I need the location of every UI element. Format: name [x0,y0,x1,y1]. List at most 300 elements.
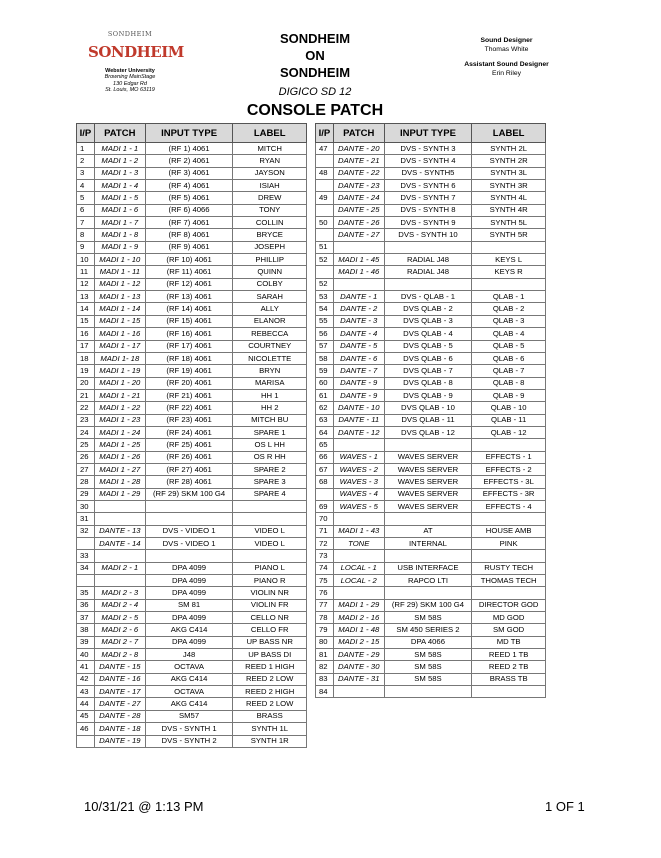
label-cell: REED 1 TB [472,649,546,661]
input-type-cell: (RF 16) 4061 [145,328,233,340]
input-type-cell: DVS QLAB - 10 [384,402,472,414]
input-type-cell: DPA 4066 [384,636,472,648]
input-type-cell: RADIAL J48 [384,254,472,266]
table-row [77,550,307,562]
ip-cell: 16 [77,328,95,340]
ip-cell: 51 [316,241,334,253]
ip-cell: 28 [77,476,95,488]
table-row [77,451,307,463]
patch-cell: DANTE - 3 [333,315,384,327]
label-cell: EFFECTS - 3L [472,476,546,488]
label-cell: BRYN [233,365,307,377]
patch-cell: MADI 1 - 19 [94,365,145,377]
patch-cell [94,575,145,587]
table-row [77,624,307,636]
table-row [316,328,546,340]
ip-cell: 73 [316,550,334,562]
label-cell: COURTNEY [233,340,307,352]
ip-cell: 44 [77,698,95,710]
input-type-cell: (RF 29) SKM 100 G4 [145,488,233,500]
table-row [77,661,307,673]
input-type-cell: DPA 4099 [145,636,233,648]
input-type-cell [384,439,472,451]
ip-cell: 54 [316,303,334,315]
col-header-label: LABEL [472,124,546,143]
label-cell: BRASS [233,710,307,722]
input-type-cell [384,278,472,290]
ip-cell: 40 [77,649,95,661]
input-type-cell: (RF 23) 4061 [145,414,233,426]
table-row [77,217,307,229]
patch-table-left [76,123,307,748]
input-type-cell: (RF 5) 4061 [145,192,233,204]
label-cell: REED 2 TB [472,661,546,673]
table-row [316,229,546,241]
input-type-cell: (RF 27) 4061 [145,463,233,475]
patch-cell: MADI 1 - 9 [94,241,145,253]
table-row [316,673,546,685]
ip-cell [316,488,334,500]
patch-cell: DANTE - 4 [333,328,384,340]
table-row [77,488,307,500]
table-row [316,352,546,364]
table-row [316,143,546,155]
ip-cell: 12 [77,278,95,290]
ip-cell: 55 [316,315,334,327]
input-type-cell: DVS - SYNTH 2 [145,735,233,747]
ip-cell: 75 [316,575,334,587]
table-row [77,649,307,661]
patch-cell: DANTE - 19 [94,735,145,747]
ip-cell: 58 [316,352,334,364]
label-cell: KEYS L [472,254,546,266]
label-cell [472,550,546,562]
patch-cell [333,241,384,253]
label-cell: SPARE 1 [233,426,307,438]
input-type-cell: AKG C414 [145,673,233,685]
patch-cell: MADI 2 - 8 [94,649,145,661]
table-row [316,155,546,167]
patch-cell: MADI 1 - 4 [94,180,145,192]
ip-cell: 10 [77,254,95,266]
table-row [316,167,546,179]
label-cell: REED 1 HIGH [233,661,307,673]
label-cell [233,550,307,562]
patch-cell: MADI 2 - 5 [94,612,145,624]
table-row [77,538,307,550]
patch-cell: DANTE - 23 [333,180,384,192]
input-type-cell: DVS - SYNTH 4 [384,155,472,167]
input-type-cell [384,686,472,698]
patch-cell: DANTE - 2 [333,303,384,315]
input-type-cell: DVS - SYNTH 6 [384,180,472,192]
patch-cell: MADI 2 - 16 [333,612,384,624]
input-type-cell: DVS - SYNTH 1 [145,723,233,735]
print-date: 10/31/21 @ 1:13 PM [84,799,204,814]
input-type-cell: SM 450 SERIES 2 [384,624,472,636]
patch-cell: MADI 1 - 48 [333,624,384,636]
table-row [316,612,546,624]
table-row [77,636,307,648]
ip-cell: 1 [77,143,95,155]
label-cell: ISIAH [233,180,307,192]
table-row [316,636,546,648]
label-cell [472,439,546,451]
table-row [77,143,307,155]
table-row [316,254,546,266]
input-type-cell: (RF 24) 4061 [145,426,233,438]
label-cell: MARISA [233,377,307,389]
input-type-cell: SM 58S [384,612,472,624]
input-type-cell: DVS - SYNTH5 [384,167,472,179]
input-type-cell: DVS QLAB - 5 [384,340,472,352]
ip-cell: 19 [77,365,95,377]
input-type-cell: (RF 11) 4061 [145,266,233,278]
credit-name-1: Thomas White [484,46,529,53]
input-type-cell: J48 [145,649,233,661]
label-cell: SYNTH 1R [233,735,307,747]
label-cell: SYNTH 4L [472,192,546,204]
input-type-cell: (RF 14) 4061 [145,303,233,315]
ip-cell: 67 [316,463,334,475]
label-cell: COLLIN [233,217,307,229]
label-cell: QLAB - 5 [472,340,546,352]
label-cell: SYNTH 5R [472,229,546,241]
patch-cell: TONE [333,538,384,550]
ip-cell: 41 [77,661,95,673]
ip-cell [316,180,334,192]
label-cell: SYNTH 2L [472,143,546,155]
patch-cell: DANTE - 7 [333,365,384,377]
table-row [316,649,546,661]
label-cell: REBECCA [233,328,307,340]
patch-cell: WAVES - 3 [333,476,384,488]
table-row [77,266,307,278]
ip-cell: 38 [77,624,95,636]
patch-cell: MADI 2 - 3 [94,587,145,599]
ip-cell: 79 [316,624,334,636]
input-type-cell: (RF 12) 4061 [145,278,233,290]
label-cell: VIDEO L [233,525,307,537]
ip-cell: 30 [77,500,95,512]
ip-cell: 20 [77,377,95,389]
label-cell: UP BASS NR [233,636,307,648]
input-type-cell: DPA 4099 [145,587,233,599]
table-row [316,550,546,562]
input-type-cell: DVS QLAB - 7 [384,365,472,377]
patch-cell: DANTE - 18 [94,723,145,735]
input-type-cell: DVS QLAB - 8 [384,377,472,389]
table-row [77,365,307,377]
label-cell: CELLO NR [233,612,307,624]
input-type-cell: (RF 22) 4061 [145,402,233,414]
label-cell: REED 2 HIGH [233,686,307,698]
label-cell: EFFECTS - 3R [472,488,546,500]
patch-cell: MADI 2 - 1 [94,562,145,574]
ip-cell: 77 [316,599,334,611]
label-cell [233,500,307,512]
table-row [77,710,307,722]
table-row [316,513,546,525]
table-row [77,562,307,574]
table-row [316,451,546,463]
label-cell: QLAB - 12 [472,426,546,438]
label-cell: REED 2 LOW [233,698,307,710]
input-type-cell: (RF 21) 4061 [145,389,233,401]
patch-cell: DANTE - 16 [94,673,145,685]
ip-cell: 71 [316,525,334,537]
table-row [316,476,546,488]
table-row [316,538,546,550]
col-header-patch: PATCH [94,124,145,143]
patch-cell: MADI 1 - 13 [94,291,145,303]
label-cell: QLAB - 4 [472,328,546,340]
patch-cell: MADI 1 - 23 [94,414,145,426]
table-row [77,686,307,698]
input-type-cell: DPA 4099 [145,562,233,574]
patch-cell: WAVES - 2 [333,463,384,475]
input-type-cell: SM 81 [145,599,233,611]
patch-cell: DANTE - 9 [333,377,384,389]
patch-cell: DANTE - 5 [333,340,384,352]
ip-cell: 23 [77,414,95,426]
ip-cell: 60 [316,377,334,389]
patch-cell: DANTE - 10 [333,402,384,414]
patch-cell [333,686,384,698]
input-type-cell: DVS QLAB - 2 [384,303,472,315]
input-type-cell: WAVES SERVER [384,463,472,475]
input-type-cell [384,587,472,599]
input-type-cell: DVS QLAB - 6 [384,352,472,364]
credit-role-2: Assistant Sound Designer [464,61,549,68]
input-type-cell: (RF 4) 4061 [145,180,233,192]
label-cell: MD GOD [472,612,546,624]
input-type-cell: DVS - VIDEO 1 [145,525,233,537]
input-type-cell: (RF 7) 4061 [145,217,233,229]
ip-cell: 34 [77,562,95,574]
venue-line2: 130 Edgar Rd [113,80,147,87]
table-row [77,192,307,204]
label-cell: THOMAS TECH [472,575,546,587]
table-row [77,439,307,451]
table-row [77,389,307,401]
patch-cell: MADI 1 - 14 [94,303,145,315]
ip-cell [316,266,334,278]
patch-cell: DANTE - 20 [333,143,384,155]
page-number: 1 OF 1 [545,799,585,814]
patch-cell: DANTE - 14 [94,538,145,550]
ip-cell: 66 [316,451,334,463]
input-type-cell [145,513,233,525]
ip-cell: 37 [77,612,95,624]
table-row [316,365,546,377]
patch-cell: MADI 1 - 5 [94,192,145,204]
input-type-cell: (RF 8) 4061 [145,229,233,241]
input-type-cell: OCTAVA [145,686,233,698]
ip-cell: 52 [316,278,334,290]
ip-cell: 61 [316,389,334,401]
table-row [77,673,307,685]
label-cell: QLAB - 8 [472,377,546,389]
title-line1: SONDHEIM [279,31,351,46]
patch-cell: MADI 1 - 24 [94,426,145,438]
patch-cell: DANTE - 22 [333,167,384,179]
label-cell: QLAB - 7 [472,365,546,377]
ip-cell: 50 [316,217,334,229]
label-cell: KEYS R [472,266,546,278]
label-cell: OS R HH [233,451,307,463]
table-row [316,414,546,426]
ip-cell: 49 [316,192,334,204]
patch-cell: DANTE - 17 [94,686,145,698]
ip-cell: 25 [77,439,95,451]
input-type-cell: (RF 26) 4061 [145,451,233,463]
title-line2: ON [305,48,325,63]
show-logo [84,30,184,94]
ip-cell: 26 [77,451,95,463]
col-header-patch: PATCH [333,124,384,143]
ip-cell: 68 [316,476,334,488]
input-type-cell: (RF 15) 4061 [145,315,233,327]
label-cell: QLAB - 1 [472,291,546,303]
label-cell: RUSTY TECH [472,562,546,574]
table-row [77,328,307,340]
patch-cell: MADI 1 - 46 [333,266,384,278]
table-row [77,612,307,624]
patch-cell: DANTE - 15 [94,661,145,673]
label-cell: MITCH BU [233,414,307,426]
input-type-cell [145,500,233,512]
input-type-cell: DVS - QLAB - 1 [384,291,472,303]
input-type-cell: AKG C414 [145,698,233,710]
input-type-cell: SM57 [145,710,233,722]
label-cell: HH 1 [233,389,307,401]
table-row [316,204,546,216]
patch-cell: MADI 1 - 16 [94,328,145,340]
ip-cell: 59 [316,365,334,377]
label-cell: EFFECTS - 4 [472,500,546,512]
table-row [77,167,307,179]
patch-cell [94,500,145,512]
input-type-cell: AT [384,525,472,537]
patch-cell [333,278,384,290]
ip-cell [77,538,95,550]
patch-cell: DANTE - 24 [333,192,384,204]
label-cell: SYNTH 4R [472,204,546,216]
label-cell: OS L HH [233,439,307,451]
label-cell: SPARE 4 [233,488,307,500]
ip-cell: 64 [316,426,334,438]
label-cell: PIANO L [233,562,307,574]
patch-cell: MADI 2 - 15 [333,636,384,648]
label-cell: EFFECTS - 1 [472,451,546,463]
ip-cell: 18 [77,352,95,364]
ip-cell: 74 [316,562,334,574]
patch-cell: MADI 1 - 21 [94,389,145,401]
input-type-cell: SM 58S [384,649,472,661]
ip-cell: 15 [77,315,95,327]
ip-cell: 29 [77,488,95,500]
input-type-cell: DVS QLAB - 11 [384,414,472,426]
label-cell: PIANO R [233,575,307,587]
input-type-cell: WAVES SERVER [384,451,472,463]
patch-cell: DANTE - 27 [333,229,384,241]
table-row [316,426,546,438]
table-row [77,476,307,488]
ip-cell: 5 [77,192,95,204]
label-cell [472,278,546,290]
input-type-cell: (RF 10) 4061 [145,254,233,266]
label-cell: SYNTH 2R [472,155,546,167]
ip-cell [77,735,95,747]
table-row [77,229,307,241]
input-type-cell: (RF 9) 4061 [145,241,233,253]
input-type-cell: DVS - SYNTH 9 [384,217,472,229]
ip-cell: 9 [77,241,95,253]
input-type-cell: (RF 3) 4061 [145,167,233,179]
label-cell: QLAB - 11 [472,414,546,426]
table-row [316,575,546,587]
input-type-cell: DVS QLAB - 4 [384,328,472,340]
input-type-cell: (RF 19) 4061 [145,365,233,377]
input-type-cell: SM 58S [384,673,472,685]
table-row [77,241,307,253]
patch-table-right [315,123,546,698]
patch-cell: MADI 2 - 7 [94,636,145,648]
ip-cell [316,229,334,241]
label-cell: MITCH [233,143,307,155]
table-row [316,389,546,401]
label-cell [472,587,546,599]
input-type-cell: (RF 20) 4061 [145,377,233,389]
table-row [316,291,546,303]
table-row [77,204,307,216]
table-row [316,562,546,574]
table-row [77,575,307,587]
label-cell: QLAB - 2 [472,303,546,315]
table-row [77,414,307,426]
ip-cell: 31 [77,513,95,525]
venue-name: Webster University [105,68,155,74]
table-row [77,155,307,167]
ip-cell: 3 [77,167,95,179]
label-cell: BRYCE [233,229,307,241]
patch-cell: LOCAL - 2 [333,575,384,587]
ip-cell: 52 [316,254,334,266]
patch-cell [333,587,384,599]
ip-cell: 53 [316,291,334,303]
table-row [77,500,307,512]
patch-cell: MADI 1 - 26 [94,451,145,463]
patch-cell: DANTE - 13 [94,525,145,537]
patch-cell: DANTE - 29 [333,649,384,661]
patch-cell: MADI 1 - 15 [94,315,145,327]
input-type-cell: DPA 4099 [145,575,233,587]
label-cell: JAYSON [233,167,307,179]
table-row [316,266,546,278]
ip-cell: 63 [316,414,334,426]
label-cell [472,241,546,253]
patch-cell: MADI 1 - 10 [94,254,145,266]
label-cell: COLBY [233,278,307,290]
ip-cell: 83 [316,673,334,685]
table-row [316,624,546,636]
table-row [77,735,307,747]
document-title [230,30,400,120]
table-row [77,291,307,303]
credits-block [434,36,579,78]
input-type-cell: WAVES SERVER [384,500,472,512]
